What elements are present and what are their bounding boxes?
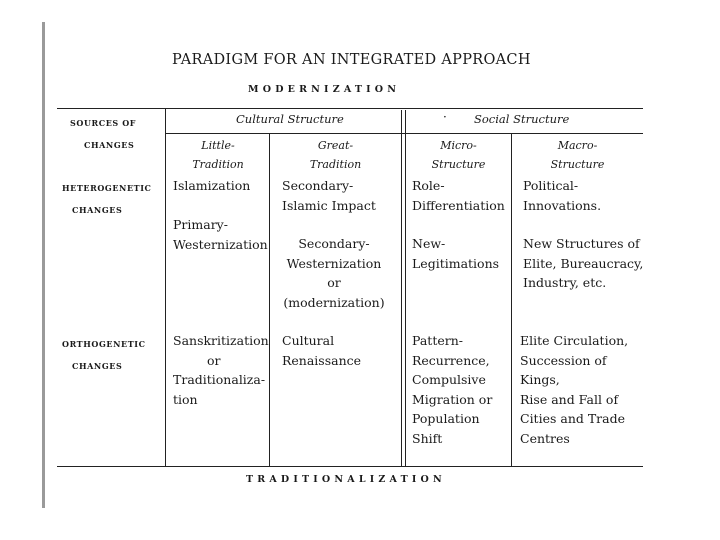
- cultural-structure-header: Cultural Structure: [236, 112, 344, 126]
- great-tradition-header: Great- Tradition: [309, 139, 362, 171]
- primary-westernization-cell: Primary- Westernization: [173, 217, 268, 252]
- sources-of-changes-label: SOURCES OF CHANGES: [70, 118, 137, 150]
- new-structures-cell: New Structures of Elite, Bureaucracy, Industry, etc.: [523, 236, 644, 290]
- heterogenetic-changes-label: HETEROGENETIC CHANGES: [62, 183, 152, 215]
- table-top-rule: [57, 108, 643, 109]
- sanskritization-cell: Sanskritization or Traditionaliza- tion: [173, 333, 269, 407]
- macro-structure-header: Macro- Structure: [550, 139, 605, 171]
- political-innovations-cell: Political- Innovations.: [523, 178, 602, 213]
- column-rule-little-great: [269, 133, 270, 466]
- social-structure-header: Social Structure: [474, 112, 570, 126]
- pattern-recurrence-cell: Pattern- Recurrence, Compulsive Migration or Population Shift: [412, 333, 493, 446]
- secondary-westernization-cell: Secondary- Westernization or (modernization): [283, 236, 385, 310]
- page-title: PARADIGM FOR AN INTEGRATED APPROACH: [172, 52, 531, 68]
- secondary-islamic-impact-cell: Secondary- Islamic Impact: [282, 178, 376, 213]
- stray-mark: ·: [443, 110, 447, 124]
- orthogenetic-changes-label: ORTHOGENETIC CHANGES: [62, 339, 146, 371]
- column-rule-micro-macro: [511, 133, 512, 466]
- islamization-cell: Islamization: [173, 178, 251, 193]
- table-bottom-rule: [57, 466, 643, 467]
- traditionalization-label: TRADITIONALIZATION: [246, 474, 446, 485]
- modernization-label: MODERNIZATION: [248, 84, 401, 95]
- left-margin-rule: [42, 22, 45, 508]
- micro-structure-header: Micro- Structure: [431, 139, 486, 171]
- role-differentiation-cell: Role- Differentiation: [412, 178, 505, 213]
- column-rule-cultural-social: [401, 110, 402, 466]
- cultural-renaissance-cell: Cultural Renaissance: [282, 333, 362, 368]
- elite-circulation-cell: Elite Circulation, Succession of Kings, Rise and Fall of Cities and Trade Centres: [520, 333, 629, 446]
- new-legitimations-cell: New- Legitimations: [412, 236, 500, 271]
- little-tradition-header: Little- Tradition: [192, 139, 244, 171]
